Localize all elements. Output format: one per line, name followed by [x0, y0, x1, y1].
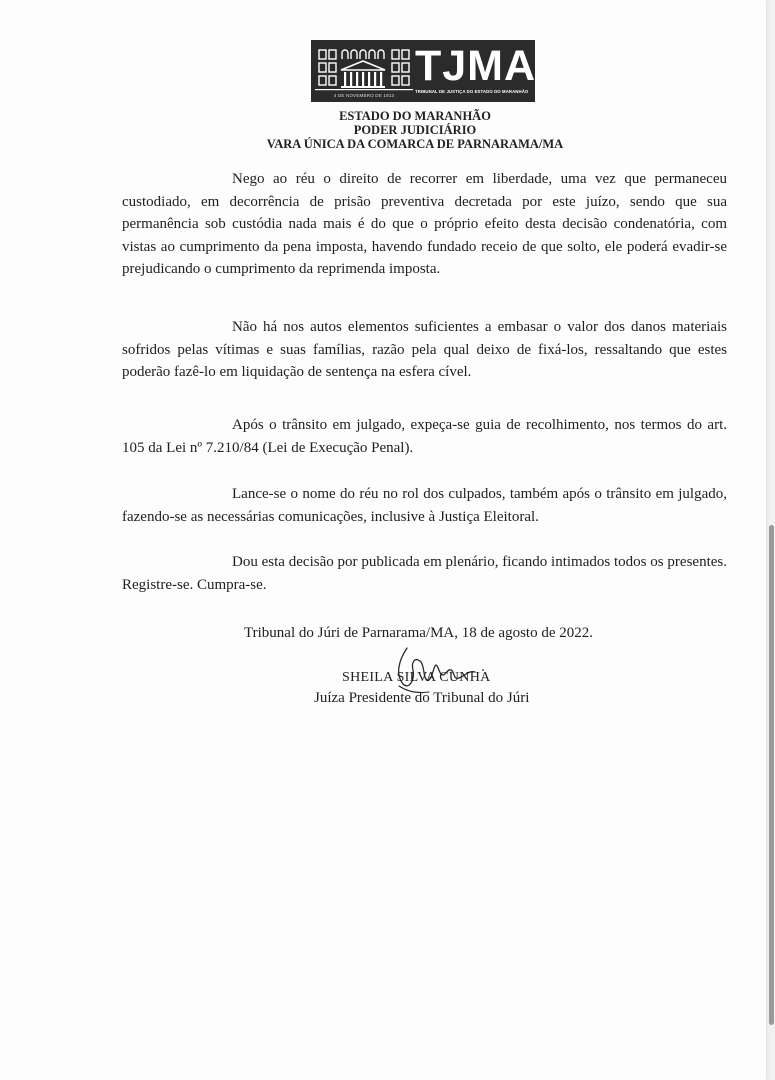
logo-founded-date: 4 DE NOVEMBRO DE 1813 — [333, 93, 395, 98]
header-state: ESTADO DO MARANHÃO — [339, 109, 491, 123]
place-date-line: Tribunal do Júri de Parnarama/MA, 18 de agosto de 2022. — [244, 625, 593, 641]
paragraph-guilty-roll: Lance-se o nome do réu no rol dos culpados, também após o trânsito em julgado, fazendo-se as necessárias comunicações, inclusive à Justiça Eleitoral. — [122, 486, 727, 525]
logo-court-name: TRIBUNAL DE JUSTIÇA DO ESTADO DO MARANHÃO — [415, 89, 529, 94]
logo-acronym: TJMA — [415, 42, 537, 90]
tjma-logo — [311, 40, 535, 102]
paragraph-bail-denial: Nego ao réu o direito de recorrer em liberdade, uma vez que permaneceu custodiado, em decorrência de prisão preventiva decretada por este juízo, sendo que sua permanência sob custódia nada mais é do que o próprio efeito desta decisão condenatória, com vistas ao cumprimento da pena imposta, havendo fundado receio de que solto, ele poderá evadir-se prejudicando o cumprimento da reprimenda imposta. — [122, 171, 727, 277]
header-judiciary: PODER JUDICIÁRIO — [353, 123, 477, 137]
header-court: VARA ÚNICA DA COMARCA DE PARNARAMA/MA — [266, 137, 564, 151]
paragraph-sentence-guide: Após o trânsito em julgado, expeça-se guia de recolhimento, nos termos do art. 105 da Lei nº 7.210/84 (Lei de Execução Penal). — [122, 417, 727, 456]
courthouse-icon — [315, 44, 413, 92]
paragraph-material-damages: Não há nos autos elementos suficientes a embasar o valor dos danos materiais sofridos pelas vítimas e suas famílias, razão pela qual deixo de fixá-los, ressaltando que estes poderão fazê-lo em liquidação de sentença na esfera cível. — [122, 319, 727, 380]
paragraph-publication: Dou esta decisão por publicada em plenário, ficando intimados todos os presentes. Registre-se. Cumpra-se. — [122, 554, 727, 593]
vertical-scrollbar[interactable] — [769, 525, 774, 1025]
signer-name: SHEILA SILVA CUNHA — [342, 670, 491, 685]
signer-title: Juíza Presidente do Tribunal do Júri — [314, 690, 530, 706]
